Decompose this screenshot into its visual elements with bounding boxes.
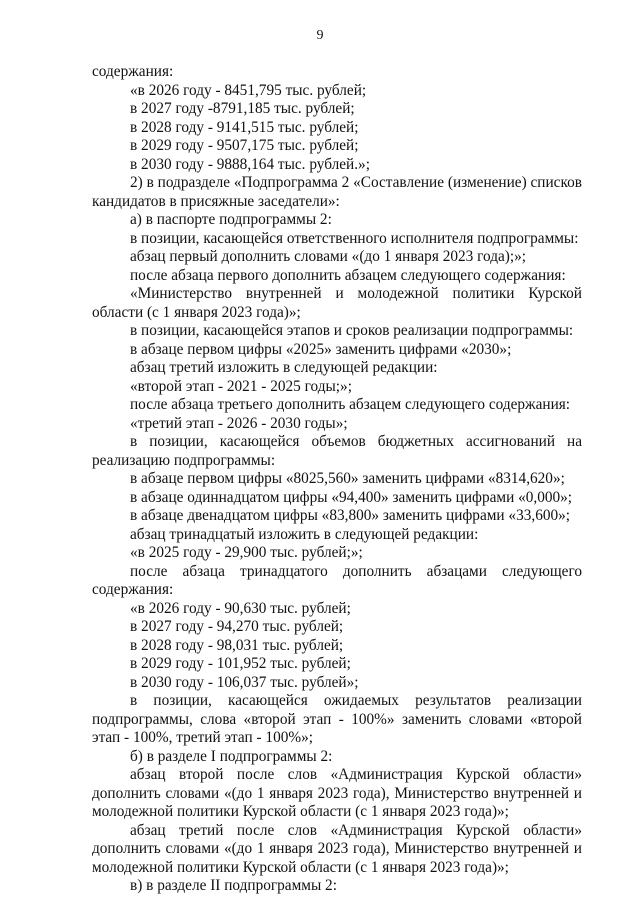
- paragraph: в 2030 году - 106,037 тыс. рублей»;: [130, 673, 359, 691]
- paragraph: в 2028 году - 9141,515 тыс. рублей;: [130, 118, 359, 136]
- paragraph: «в 2025 году - 29,900 тыс. рублей;»;: [130, 544, 363, 561]
- paragraph: в) в разделе II подпрограммы 2:: [130, 877, 337, 894]
- paragraph: в абзаце двенадцатом цифры «83,800» заменить цифрами «33,600»;: [130, 507, 571, 524]
- paragraph: в 2030 году - 9888,164 тыс. рублей.»;: [130, 155, 370, 173]
- paragraph: после абзаца тринадцатого дополнить абзацами следующего содержания:: [92, 562, 582, 598]
- paragraph: абзац второй после слов «Администрация Курской области» дополнить словами «(до 1 января 2023 года), Министерство внутренней и молодежной политики Курской области (с 1 января 2023 года)»;: [92, 766, 582, 820]
- paragraph: «второй этап - 2021 - 2025 годы;»;: [130, 377, 352, 395]
- paragraph: «третий этап - 2026 - 2030 годы»;: [130, 414, 348, 432]
- paragraph: в абзаце первом цифры «8025,560» заменить цифрами «8314,620»;: [130, 470, 565, 487]
- page-number: 9: [316, 28, 324, 43]
- paragraph: в 2029 году - 9507,175 тыс. рублей;: [130, 137, 359, 154]
- paragraph: после абзаца первого дополнить абзацем следующего содержания:: [130, 266, 566, 284]
- paragraph: в 2027 году - 94,270 тыс. рублей;: [130, 618, 344, 635]
- paragraph: 2) в подразделе «Подпрограмма 2 «Составление (изменение) списков кандидатов в присяжные заседатели»:: [92, 174, 582, 210]
- paragraph: «в 2026 году - 90,630 тыс. рублей;: [130, 599, 351, 617]
- paragraph: абзац третий изложить в следующей редакции:: [130, 359, 438, 376]
- paragraph: в позиции, касающейся этапов и сроков реализации подпрограммы:: [130, 322, 574, 339]
- paragraph: в абзаце первом цифры «2025» заменить цифрами «2030»;: [130, 340, 512, 358]
- document-body: [92, 63, 582, 896]
- paragraph: а) в паспорте подпрограммы 2:: [130, 211, 332, 228]
- paragraph: в 2028 году - 98,031 тыс. рублей;: [130, 636, 344, 654]
- paragraph: после абзаца третьего дополнить абзацем следующего содержания:: [130, 396, 571, 413]
- paragraph: абзац третий после слов «Администрация Курской области» дополнить словами «(до 1 января 2023 года), Министерство внутренней и молодежной политики Курской области (с 1 января 2023 года)»;: [92, 821, 582, 876]
- paragraph: в абзаце одиннадцатом цифры «94,400» заменить цифрами «0,000»;: [130, 488, 573, 506]
- paragraph: в позиции, касающейся ответственного исполнителя подпрограммы:: [130, 229, 579, 247]
- paragraph: в 2029 году - 101,952 тыс. рублей;: [130, 655, 351, 672]
- paragraph: абзац первый дополнить словами «(до 1 января 2023 года);»;: [130, 248, 527, 265]
- paragraph: в 2027 году -8791,185 тыс. рублей;: [130, 100, 355, 117]
- paragraph: абзац тринадцатый изложить в следующей редакции:: [130, 525, 479, 543]
- paragraph: содержания:: [92, 63, 174, 80]
- paragraph: в позиции, касающейся объемов бюджетных ассигнований на реализацию подпрограммы:: [92, 433, 582, 469]
- paragraph: б) в разделе I подпрограммы 2:: [130, 747, 333, 765]
- paragraph: «Министерство внутренней и молодежной политики Курской области (с 1 января 2023 года)»;: [92, 285, 582, 321]
- paragraph: «в 2026 году - 8451,795 тыс. рублей;: [130, 81, 367, 99]
- paragraph: в позиции, касающейся ожидаемых результатов реализации подпрограммы, слова «второй этап - 100%» заменить словами «второй этап - 100%, третий этап - 100%»;: [92, 692, 582, 746]
